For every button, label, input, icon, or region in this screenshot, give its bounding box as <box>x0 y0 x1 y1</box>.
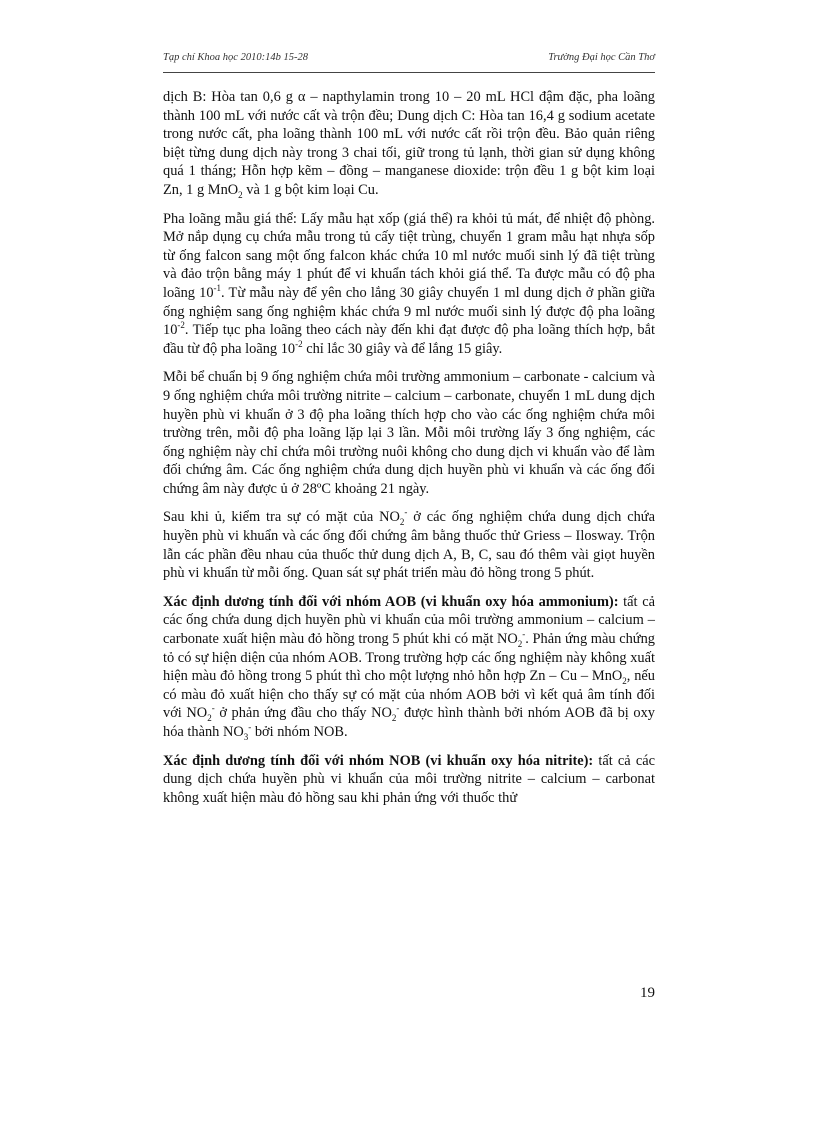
paragraph-aob-determination: Xác định dương tính đối với nhóm AOB (vi khuẩn oxy hóa ammonium): tất cả các ống chứa dung dịch huyền phù vi khuẩn của môi trường ammonium – calcium – carbonate xuất hiện màu đỏ hồng trong 5 phút khi có mặt $NO_2^-$. Phản ứng màu chứng tỏ có sự hiện diện của nhóm AOB. Trong trường hợp các ống nghiệm này không xuất hiện màu đỏ hồng trong 5 phút thì cho một lượng nhỏ hỗn hợp Zn – Cu – MnO$_2$, nếu có màu đỏ xuất hiện cho thấy sự có mặt của nhóm AOB bởi vì kết quả âm tính đối với $NO_2^-$ ở phản ứng đầu cho thấy $NO_2^-$ được hình thành bởi nhóm AOB đã bị oxy hóa thành $NO_3^-$ bởi nhóm NOB. <box>163 593 655 742</box>
paragraph-griess-test: Sau khi ủ, kiểm tra sự có mặt của $NO_2^-$ ở các ống nghiệm chứa dung dịch chứa huyền phù vi khuẩn và các ống đối chứng âm bằng thuốc thử Griess – Ilosway. Trộn lẫn các phần đều nhau của thuốc thử dung dịch A, B, C, sau đó thêm vài giọt huyền phù vi khuẩn từ mỗi ống. Quan sát sự phát triển màu đỏ hồng trong 5 phút. <box>163 507 655 582</box>
paragraph-nob-determination: Xác định dương tính đối với nhóm NOB (vi khuẩn oxy hóa nitrite): tất cả các dung dịch chứa huyền phù vi khuẩn của môi trường nitrite – calcium – carbonat không xuất hiện màu đỏ hồng sau khi phản ứng với thuốc thử <box>163 752 656 806</box>
article-body <box>163 88 655 817</box>
header-divider <box>163 72 655 73</box>
paragraph-inoculation: Mỗi bể chuẩn bị 9 ống nghiệm chứa môi trường ammonium – carbonate - calcium và 9 ống nghiệm chứa môi trường nitrite – calcium – carbonate, chuyển 1 mL dung dịch huyền phù vi khuẩn ở 3 độ pha loãng thích hợp cho vào các ống nghiệm chứa môi trường trên, mỗi độ pha loãng lặp lại 3 lần. Mỗi môi trường lấy 3 ống nghiệm, các ống nghiệm này chỉ chứa môi trường nuôi không cho dung dịch vi khuẩn vào để làm đối chứng âm. Các ống nghiệm chứa dung dịch huyền phù vi khuẩn và các ống đối chứng âm này được ủ ở 28ºC khoảng 21 ngày. <box>163 369 655 497</box>
journal-citation: Tạp chí Khoa học 2010:14b 15-28 <box>163 52 308 63</box>
institution-name: Trường Đại học Cần Thơ <box>548 52 655 63</box>
page-number: 19 <box>640 985 655 1001</box>
aob-heading: Xác định dương tính đối với nhóm AOB (vi khuẩn oxy hóa ammonium): <box>163 593 619 610</box>
paragraph-sample-dilution: Pha loãng mẫu giá thể: Lấy mẫu hạt xốp (giá thể) ra khỏi tủ mát, để nhiệt độ phòng. Mở nắp dụng cụ chứa mẫu trong tủ cấy tiệt trùng, chuyển 1 gram mẫu hạt nhựa sốp từ ống falcon sang một ống falcon khác chứa 10 ml nước muối sinh lý đã tiệt trùng và đảo trộn bằng máy 1 phút để vi khuẩn tách khỏi giá thể. Ta được mẫu có độ pha loãng $10^{-1}$. Từ mẫu này để yên cho lắng 30 giây chuyển 1 ml dung dịch ở phần giữa ống nghiệm sang ống nghiệm khác chứa 9 ml nước muối sinh lý được độ pha loãng $10^{-2}$. Tiếp tục pha loãng theo cách này đến khi đạt được độ pha loãng thích hợp, bắt đầu từ độ pha loãng $10^{-2}$ chỉ lắc 30 giây và để lắng 15 giây. <box>163 210 656 357</box>
nob-heading: Xác định dương tính đối với nhóm NOB (vi khuẩn oxy hóa nitrite): <box>163 752 594 769</box>
paragraph-reagents: dịch B: Hòa tan 0,6 g α – napthylamin trong 10 – 20 mL HCl đậm đặc, pha loãng thành 100 mL với nước cất và trộn đều; Dung dịch C: Hòa tan 16,4 g sodium acetate trong nước cất, pha loãng thành 100 mL với nước cất rồi trộn đều. Bảo quản riêng biệt từng dung dịch này trong 3 chai tối, giữ trong tủ lạnh, thời gian sử dụng không quá 1 tháng; Hỗn hợp kẽm – đồng – manganese dioxide: trộn đều 1 g bột kim loại Zn, 1 g MnO$_2$ và 1 g bột kim loại Cu. <box>163 89 655 200</box>
running-header <box>163 52 655 66</box>
